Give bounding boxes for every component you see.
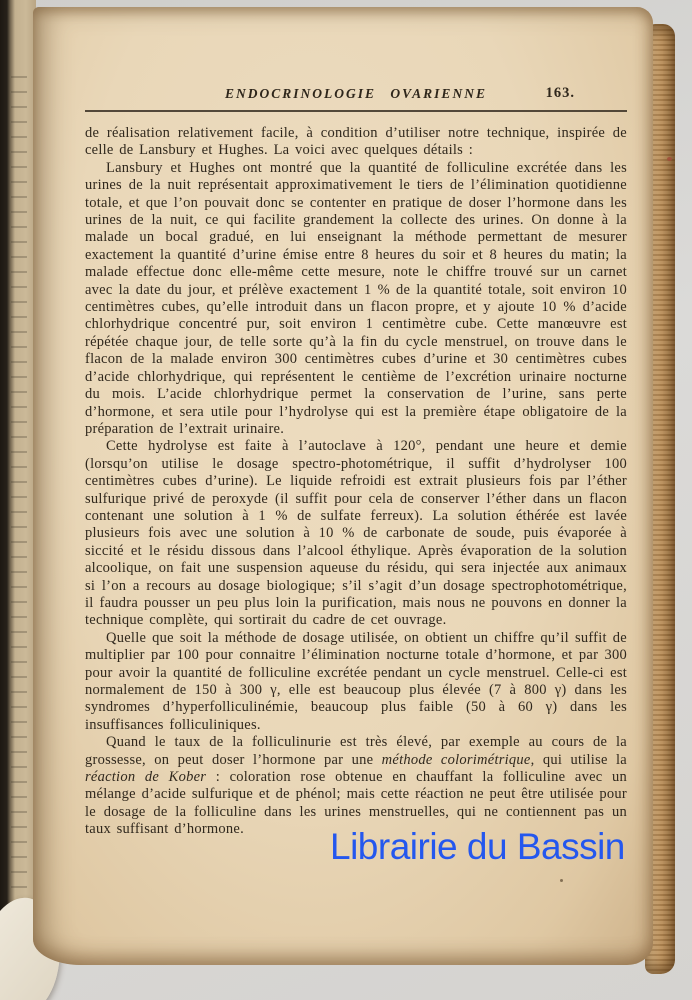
italic-term: réaction de Kober (85, 769, 207, 786)
text-run: , qui utilise la (530, 751, 627, 768)
body-text (85, 125, 627, 839)
italic-term: méthode colorimétrique (381, 751, 531, 768)
header-title: ENDOCRINOLOGIE OVARIENNE (225, 86, 487, 101)
text-run: de réalisation relativement facile, à condition d’utiliser notre technique, inspirée de celle de Lansbury et Hughes. La voici avec quelques détails : (85, 125, 627, 159)
text-run: Quand le taux de la folliculinurie est très élevé, par exemple au cours de la grossesse, on peut doser l’hormone par une (85, 734, 627, 768)
paragraph (85, 160, 627, 439)
paper-speck (560, 879, 563, 882)
book-page (33, 7, 653, 965)
paragraph (85, 734, 627, 838)
text-run: Cette hydrolyse est faite à l’autoclave à 120°, pendant une heure et demie (lorsqu’on utilise le dosage spectro-photométrique, il suffit d’hydrolyser 100 centimètres cubes d’urine). Le liquide refroidi est extrait plusieurs fois par l’éther sulfurique privé de peroxyde (il suffit pour cela de conserver l’éther dans un flacon contenant une solution à 1 % de sulfate ferreux). La solution éthérée est lavée plusieurs fois avec une solution à 10 % de carbonate de soude, puis évaporée à siccité et le résidu dissous dans l’alcool éthylique. Après évaporation de la solution alcoolique, on fait une suspension aqueuse du résidu, qui sera injectée aux animaux si l’on a recours au dosage biologique; s’il s’agit d’un dosage spectrophotométrique, il faudra pousser un peu plus loin la purification, mais nous ne pouvons en donner la technique complète, qui sortirait du cadre de cet ouvrage. (85, 438, 627, 629)
page-content (85, 85, 627, 839)
watermark: Librairie du Bassin (330, 826, 625, 867)
facing-page-edge (0, 0, 36, 962)
text-run: Quelle que soit la méthode de dosage utilisée, on obtient un chiffre qu’il suffit de multiplier par 100 pour connaitre l’élimination nocturne totale d’hormone, et par 300 pour avoir la quantité de folliculine excrétée pendant un cycle menstruel. Celle-ci est normalement de 150 à 300 γ, elle est beaucoup plus élevée (7 à 800 γ) dans les syndromes d’hyperfolliculinémie, beaucoup plus faible (50 à 60 γ) dans les insuffisances folliculiniques. (85, 629, 627, 733)
paragraph (85, 630, 627, 734)
paragraph (85, 125, 627, 160)
running-header (85, 85, 627, 105)
paper-stain (667, 157, 672, 161)
text-run: Lansbury et Hughes ont montré que la quantité de folliculine excrétée dans les urines de la nuit représentait approximativement le tiers de l’élimination quotidienne totale, et que l’on pouvait donc se contenter en pratique de doser l’hormone dans les urines de la nuit, ce qui facilite grandement la collecte des urines. On donne à la malade un bocal gradué, en lui enseignant la méthode permettant de mesurer exactement la quantité d’urine émise entre 8 heures du soir et 8 heures du matin; la malade effectue donc elle-même cette mesure, note le chiffre trouvé sur un carnet avec la date du jour, et prélève exactement 1 % de la quantité totale, soit environ 10 centimètres cubes, qu’elle introduit dans un flacon propre, et y ajoute 10 % d’acide chlorhydrique concentré pur, soit environ 1 centimètre cube. Cette manœuvre est répétée chaque jour, de telle sorte qu’à la fin du cycle menstruel, on trouve dans le flacon de la malade environ 300 centimètres cubes d’urine et 30 centimètres cubes d’acide chlorhydrique, qui représentent le centième de l’excrétion urinaire nocturne du mois. L’acide chlorhydrique permet la conservation de l’urine, sans perte d’hormone, et sera utile pour l’hydrolyse qui est la première étape obligatoire de la préparation de l’extrait urinaire. (85, 159, 627, 437)
header-rule (85, 110, 627, 112)
page-number: 163. (545, 85, 575, 101)
text-run: : coloration rose obtenue en chauffant la folliculine avec un mélange d’acide sulfurique et de phénol; mais cette réaction ne peut être utilisée pour le dosage de la folliculine dans les urines menstruelles, qui ne contiennent pas un taux suffisant d’hormone. (85, 769, 628, 838)
paragraph (85, 438, 627, 629)
